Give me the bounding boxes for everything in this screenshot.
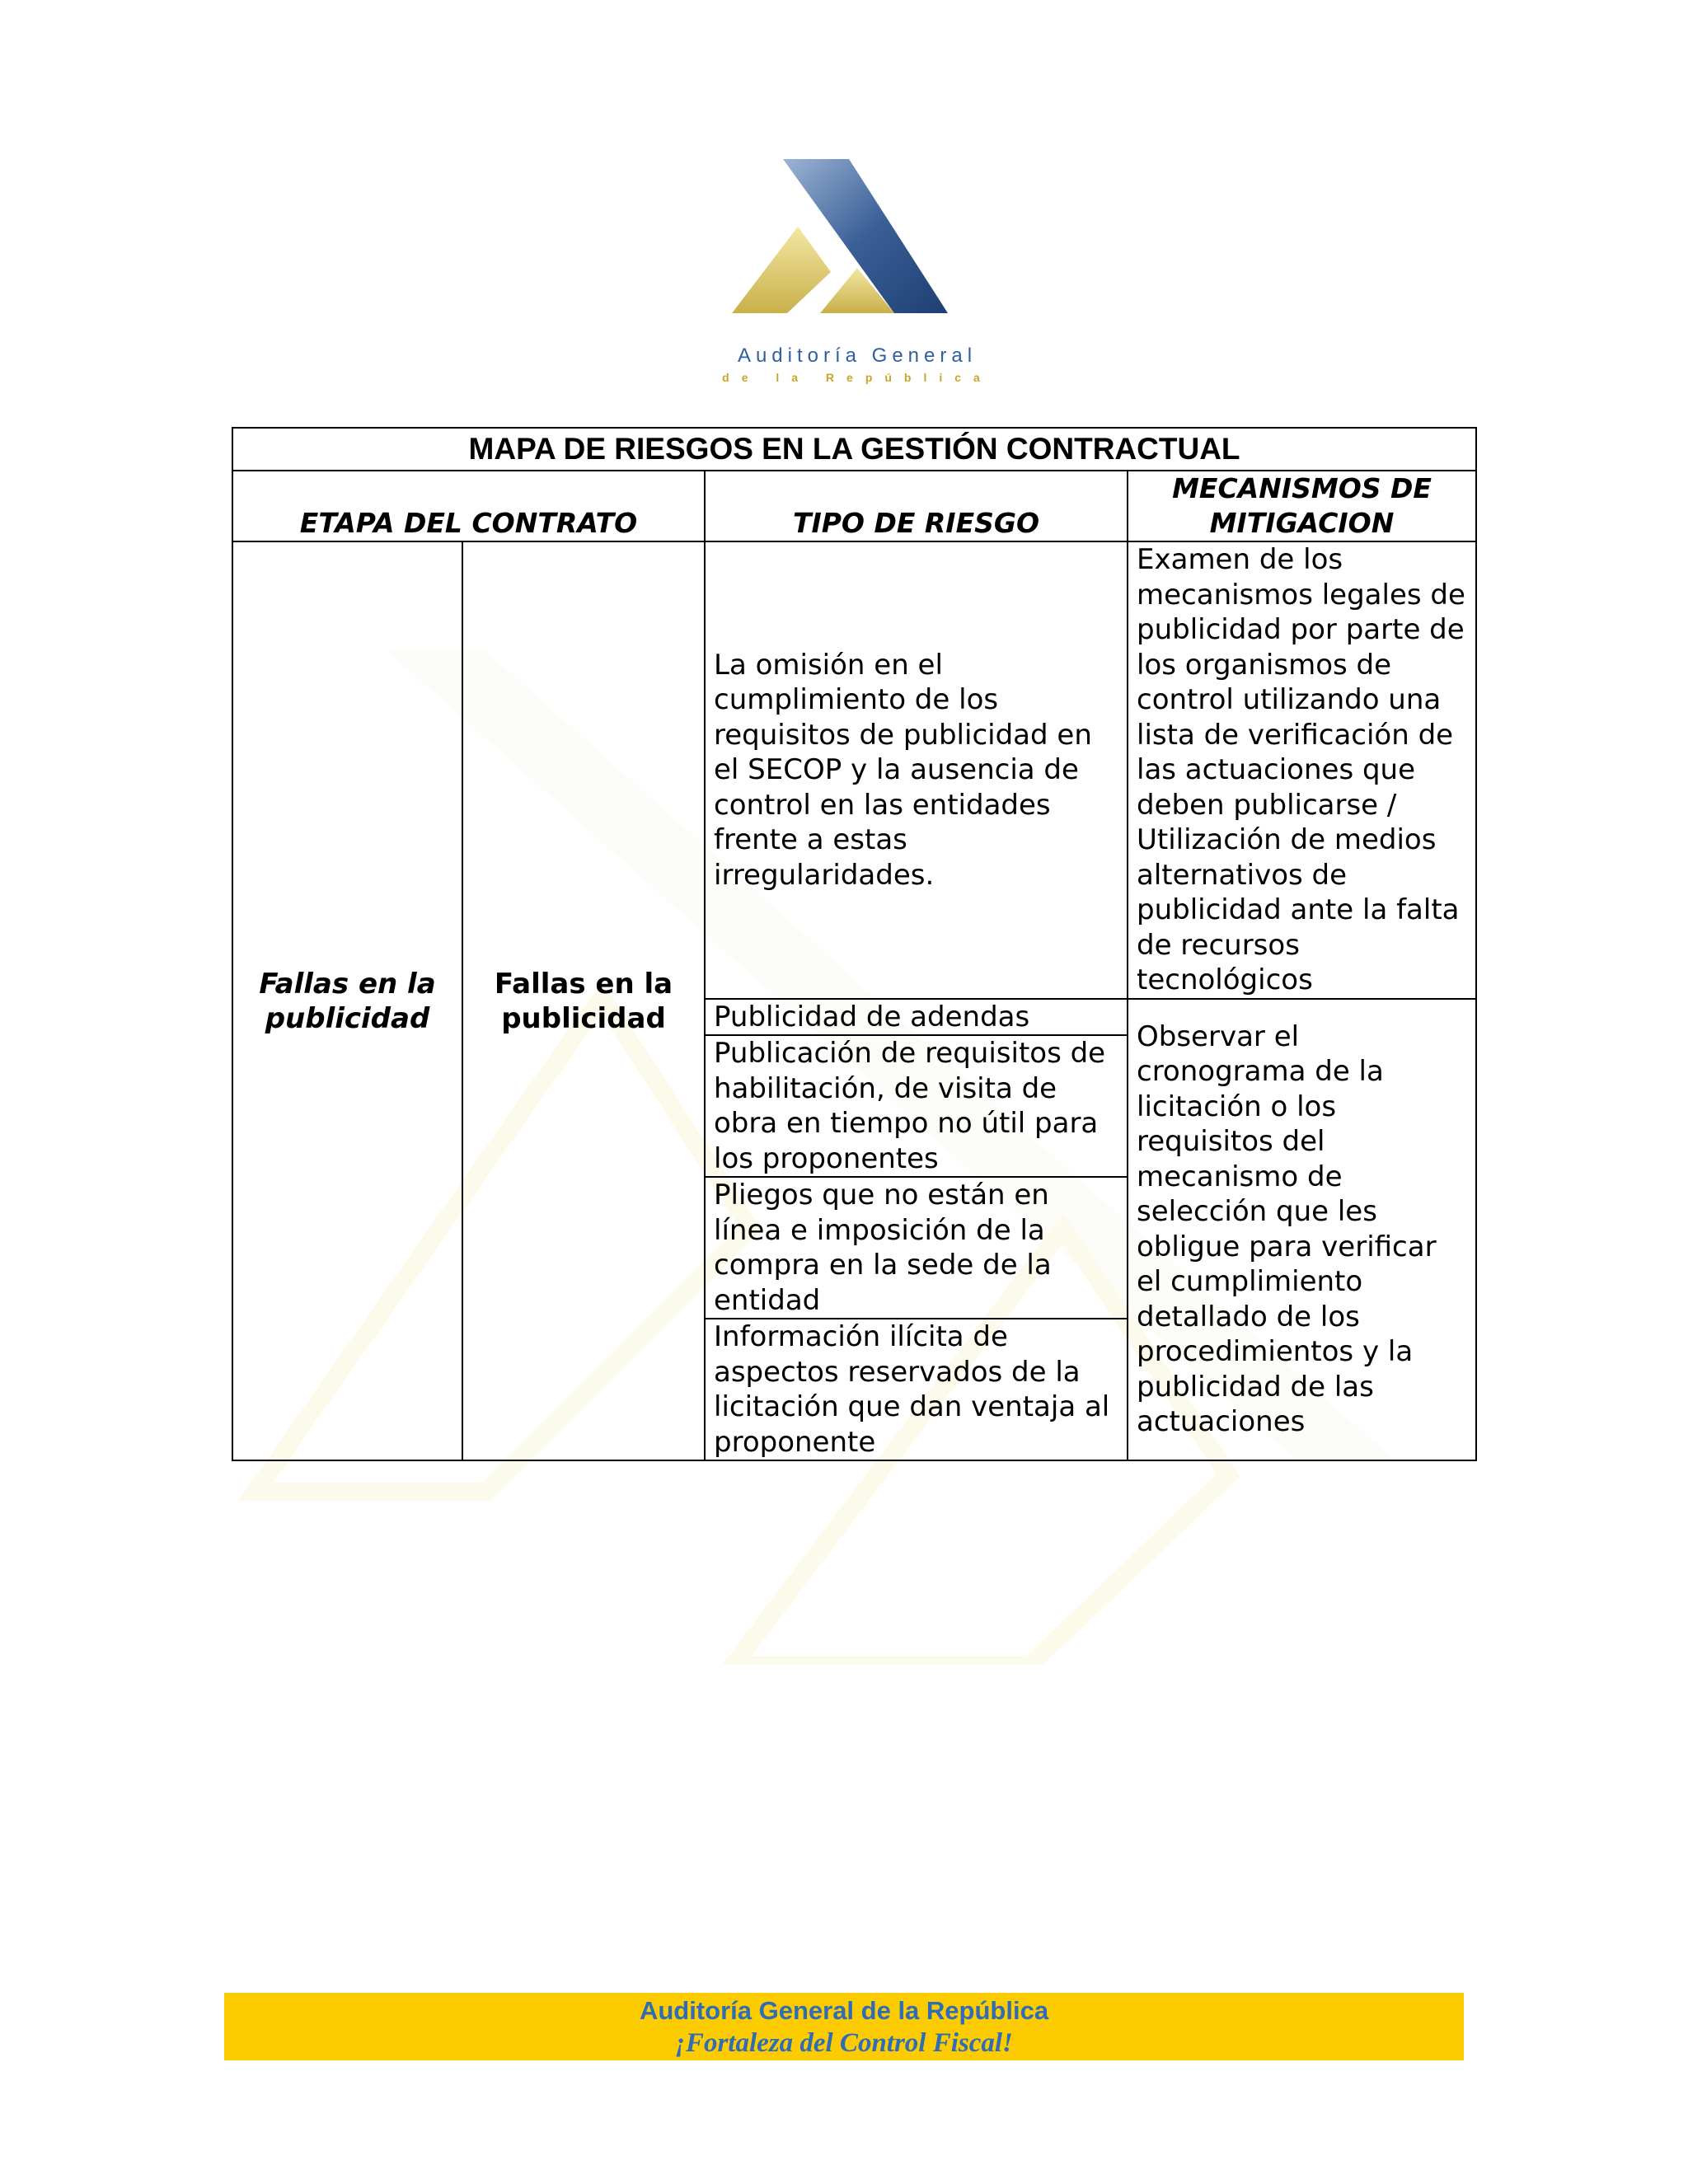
logo-text-line2: de la República: [722, 371, 992, 384]
header-risk: TIPO DE RIESGO: [705, 471, 1128, 541]
risk-item: La omisión en el cumplimiento de los requisitos de publicidad en el SECOP y la ausencia de control en las entidades frente a estas irregularidades.: [705, 541, 1128, 999]
mitigation-item: Examen de los mecanismos legales de publicidad por parte de los organismos de control utilizando una lista de verificación de las actuaciones que deben publicarse / Utilización de medios alternativos de publicidad ante la falta de recursos tecnológicos: [1128, 541, 1476, 999]
risk-item: Publicidad de adendas: [705, 999, 1128, 1036]
table-title: MAPA DE RIESGOS EN LA GESTIÓN CONTRACTUAL: [232, 428, 1476, 471]
logo-text-line1: Auditoría General: [737, 344, 978, 367]
mitigation-item: Observar el cronograma de la licitación o los requisitos del mecanismo de selección que les obligue para verificar el cumplimiento detallado de los procedimientos y la publicidad de las actuaciones: [1128, 999, 1476, 1461]
stage-secondary: Fallas en la publicidad: [462, 541, 705, 1460]
footer-organization: Auditoría General de la República: [639, 1996, 1049, 2025]
risk-map-table: [232, 427, 1477, 1461]
header-stage: ETAPA DEL CONTRATO: [232, 471, 705, 541]
table-row: [232, 541, 1476, 999]
footer-slogan: ¡Fortaleza del Control Fiscal!: [675, 2028, 1013, 2058]
title-row: [232, 428, 1476, 471]
header-row: [232, 471, 1476, 541]
risk-item: Pliegos que no están en línea e imposición de la compra en la sede de la entidad: [705, 1177, 1128, 1319]
risk-item: Información ilícita de aspectos reservados de la licitación que dan ventaja al proponente: [705, 1319, 1128, 1460]
header-mitigation: MECANISMOS DE MITIGACION: [1128, 471, 1476, 541]
stage-primary: Fallas en la publicidad: [232, 541, 462, 1460]
risk-item: Publicación de requisitos de habilitación, de visita de obra en tiempo no útil para los proponentes: [705, 1035, 1128, 1177]
footer-bar: [224, 1993, 1464, 2060]
